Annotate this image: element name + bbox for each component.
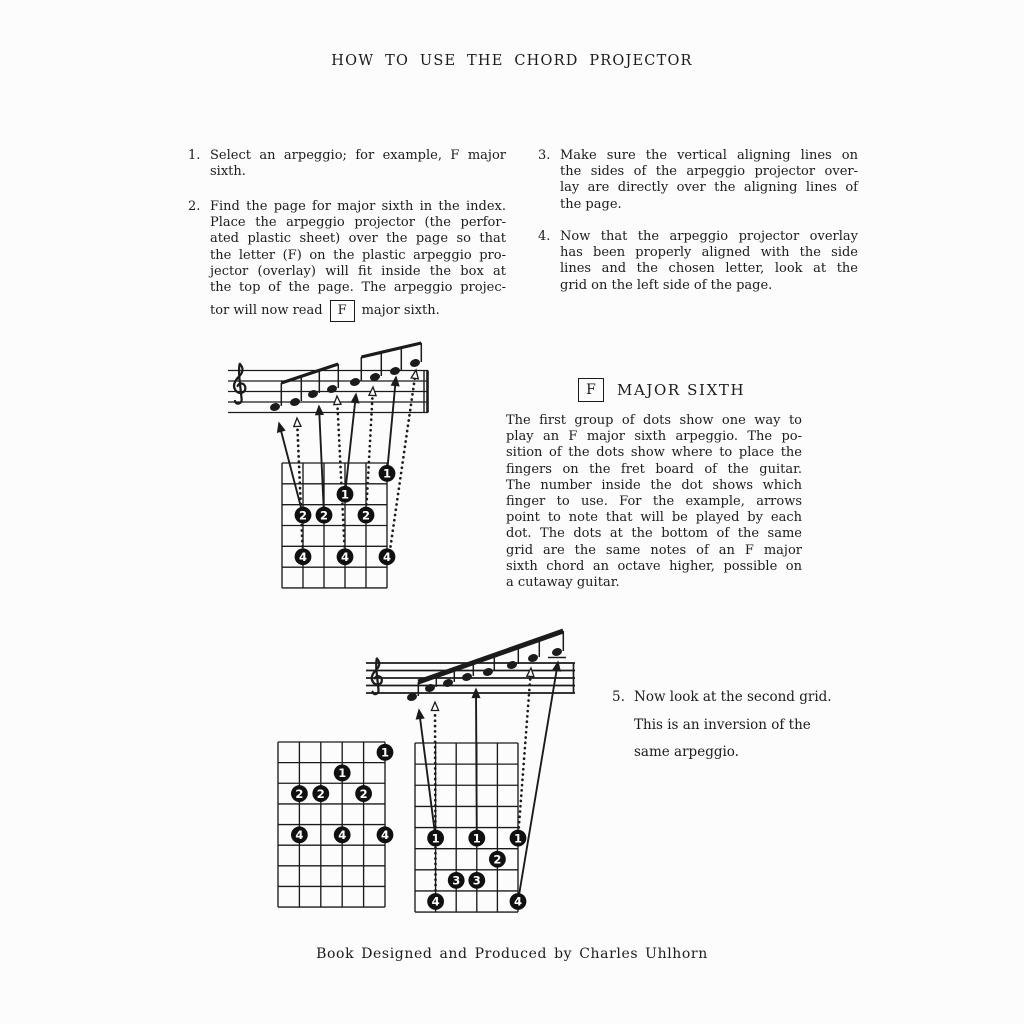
notehead (307, 389, 319, 399)
text-line: same arpeggio. (634, 744, 739, 761)
text-line: ated plastic sheet) over the page so that (210, 231, 506, 247)
item-number: 4. (538, 229, 551, 244)
item-text (560, 229, 858, 294)
dotted-arrow (337, 404, 345, 557)
treble-clef-icon (372, 659, 382, 694)
arrowhead (411, 370, 418, 379)
paragraph-line: sixth chord an octave higher, possible on (506, 558, 802, 574)
finger-number: 2 (361, 508, 371, 523)
finger-number: 4 (382, 549, 392, 564)
instruction-item-1 (188, 148, 506, 180)
finger-number: 1 (472, 831, 481, 846)
item-number: 2. (188, 199, 201, 214)
paragraph-line: play an F major sixth arpeggio. The po- (506, 429, 802, 445)
paragraph-line: The first group of dots show one way to (506, 413, 802, 428)
item-number: 1. (188, 148, 201, 163)
item-text (210, 199, 506, 322)
text-line: sixth. (210, 164, 246, 180)
arpeggio-diagram-second (265, 618, 600, 918)
text-line: lay are directly over the aligning lines of (560, 180, 858, 196)
instruction-item-4 (538, 229, 858, 294)
section-heading (578, 378, 745, 402)
item-number: 3. (538, 148, 551, 163)
paragraph-line: point to note that will be played by each (506, 510, 802, 526)
text-line: the sides of the arpeggio projector over- (560, 164, 858, 180)
notehead (424, 683, 436, 693)
footer-credit: Book Designed and Produced by Charles Uhlhorn (316, 946, 708, 962)
paragraph-line: dot. The dots at the bottom of the same (506, 526, 802, 542)
dotted-arrow (366, 395, 373, 515)
item-number: 5. (612, 689, 625, 705)
finger-number: 2 (319, 508, 329, 523)
arrowhead (417, 710, 424, 719)
notehead (389, 366, 401, 376)
text-line: Place the arpeggio projector (the perfor- (210, 215, 506, 231)
arpeggio-diagram-first (215, 335, 505, 600)
notehead (289, 397, 301, 407)
solid-arrow (476, 697, 477, 838)
finger-number: 2 (493, 852, 502, 867)
arrowhead (278, 423, 285, 432)
notehead (551, 647, 563, 657)
solid-arrow (518, 670, 557, 901)
paragraph-line: fingers on the fret board of the guitar. (506, 461, 802, 477)
text-line-with-box (210, 300, 506, 322)
solid-arrow (387, 385, 395, 473)
instruction-item-3 (538, 148, 858, 213)
finger-number: 4 (380, 828, 390, 843)
item-text (634, 684, 882, 767)
text-line: Now that the arpeggio projector overlay (560, 229, 858, 244)
text-line: This is an inversion of the (634, 716, 811, 733)
finger-number: 4 (338, 828, 347, 843)
paragraph-line: The number inside the dot shows which (506, 477, 802, 493)
beam (361, 343, 421, 357)
dotted-arrow (518, 676, 530, 838)
finger-number: 4 (295, 828, 304, 843)
arrowhead (294, 418, 301, 427)
paragraph-line: finger to use. For the example, arrows (506, 494, 802, 510)
finger-number: 1 (513, 831, 523, 846)
finger-number: 1 (382, 466, 392, 481)
solid-arrow (420, 718, 436, 838)
arrowhead (316, 406, 323, 415)
boxed-letter: F (578, 378, 604, 402)
paragraph-line: sition of the dots show where to place the (506, 445, 802, 461)
finger-number: 1 (380, 745, 390, 760)
boxed-letter-inline: F (330, 300, 355, 322)
notehead (461, 672, 473, 682)
notehead (349, 377, 361, 387)
finger-number: 4 (513, 894, 523, 909)
tail-post: major sixth. (361, 303, 440, 319)
finger-number: 2 (295, 786, 304, 801)
arrowhead (431, 702, 438, 711)
solid-arrow (345, 402, 355, 494)
text-line: the top of the page. The arpeggio projec- (210, 280, 506, 296)
text-line: jector (overlay) will fit inside the box at (210, 263, 506, 279)
finger-number: 4 (340, 549, 350, 564)
notehead (527, 653, 539, 663)
finger-number: 4 (431, 894, 440, 909)
paragraph-line: grid are the same notes of an F major (506, 542, 802, 558)
notehead (482, 667, 494, 677)
tail-pre: tor will now read (210, 303, 323, 319)
finger-number: 3 (452, 873, 461, 888)
item-text (210, 148, 506, 180)
solid-arrow (319, 414, 324, 515)
notehead (506, 660, 518, 670)
text-line: the page. (560, 196, 622, 212)
text-line: grid on the left side of the page. (560, 277, 773, 293)
finger-number: 3 (472, 873, 481, 888)
item-text (560, 148, 858, 213)
arrowhead (334, 396, 341, 405)
instruction-item-5 (612, 684, 882, 767)
arrowhead (527, 668, 534, 677)
page-title: HOW TO USE THE CHORD PROJECTOR (331, 53, 693, 69)
section-heading-label: MAJOR SIXTH (617, 381, 746, 399)
notehead (269, 402, 281, 412)
text-line: lines and the chosen letter, look at the (560, 261, 858, 277)
paragraph-line: a cutaway guitar. (506, 575, 620, 591)
beam (281, 364, 338, 383)
notehead (326, 384, 338, 394)
instruction-item-2 (188, 199, 506, 322)
finger-number: 1 (340, 487, 350, 502)
text-line: has been properly aligned with the side (560, 245, 858, 261)
finger-number: 2 (359, 786, 368, 801)
finger-number: 2 (316, 786, 325, 801)
notehead (442, 678, 454, 688)
text-line: Find the page for major sixth in the index. (210, 199, 506, 214)
section-paragraph (506, 413, 802, 591)
text-line: Make sure the vertical aligning lines on (560, 148, 858, 163)
arrowhead (352, 394, 359, 403)
text-line: Select an arpeggio; for example, F major (210, 148, 506, 163)
notehead (409, 358, 421, 368)
dotted-arrow (297, 426, 303, 557)
finger-number: 1 (338, 766, 347, 781)
finger-number: 1 (431, 831, 440, 846)
text-line: the letter (F) on the plastic arpeggio pro- (210, 247, 506, 263)
text-line: Now look at the second grid. (634, 689, 832, 705)
finger-number: 2 (298, 508, 308, 523)
finger-number: 4 (298, 549, 308, 564)
